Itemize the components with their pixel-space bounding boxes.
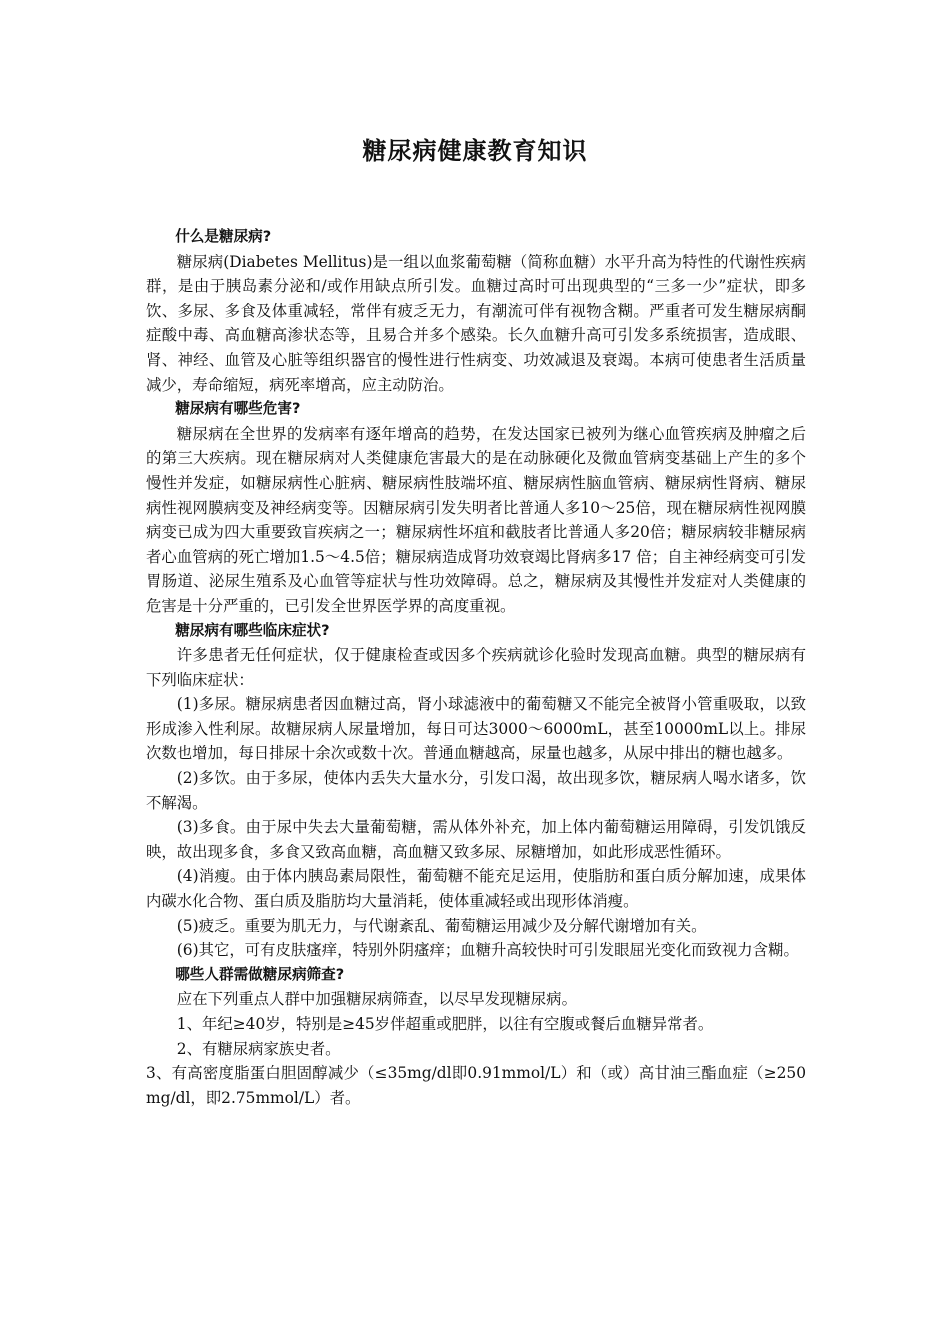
section-heading-screening: 哪些人群需做糖尿病筛查? bbox=[175, 965, 345, 983]
section-heading-what-is-diabetes: 什么是糖尿病? bbox=[175, 228, 272, 245]
paragraph: 许多患者无任何症状，仅于健康检查或因多个疾病就诊化验时发现高血糖。典型的糖尿病有下列临床症状： bbox=[146, 646, 806, 689]
paragraph: 应在下列重点人群中加强糖尿病筛查，以尽早发现糖尿病。 bbox=[176, 990, 577, 1009]
symptom-item: (1)多尿。糖尿病患者因血糖过高，肾小球滤液中的葡萄糖又不能完全被肾小管重吸取，以致形成渗入性利尿。故糖尿病人尿量增加，每日可达3000～6000mL，甚至10000mL以上。排尿次数也增加，每日排尿十余次或数十次。普通血糖越高，尿量也越多，从尿中排出的糖也越多。 bbox=[146, 695, 806, 763]
screening-item: 3、有高密度脂蛋白胆固醇减少（≤35mg/dl即0.91mmol/L）和（或）高甘油三酯血症（≥250mg/dl，即2.75mmol/L）者。 bbox=[146, 1064, 806, 1107]
symptom-item: (6)其它，可有皮肤瘙痒，特别外阴瘙痒；血糖升高较快时可引发眼屈光变化而致视力含糊。 bbox=[176, 941, 799, 960]
symptom-item: (2)多饮。由于多尿，使体内丢失大量水分，引发口渴，故出现多饮，糖尿病人喝水诸多，饮不解渴。 bbox=[146, 769, 806, 812]
screening-item: 1、年纪≥40岁，特别是≥45岁伴超重或肥胖，以往有空腹或餐后血糖异常者。 bbox=[176, 1015, 714, 1033]
paragraph: 糖尿病在全世界的发病率有逐年增高的趋势，在发达国家已被列为继心血管疾病及肿瘤之后的第三大疾病。现在糖尿病对人类健康危害最大的是在动脉硬化及微血管病变基础上产生的多个慢性并发症，如糖尿病性心脏病、糖尿病性肢端坏疽、糖尿病性脑血管病、糖尿病性肾病、糖尿病性视网膜病变及神经病变等。因糖尿病引发失明者比普通人多10～25倍，现在糖尿病性视网膜病变已成为四大重要致盲疾病之一；糖尿病性坏疽和截肢者比普通人多20倍；糖尿病较非糖尿病者心血管病的死亡增加1.5～4.5倍；糖尿病造成肾功效衰竭比肾病多17 倍；自主神经病变可引发胃肠道、泌尿生殖系及心血管等症状与性功效障碍。总之，糖尿病及其慢性并发症对人类健康的危害是十分严重的，已引发全世界医学界的高度重视。 bbox=[146, 424, 806, 615]
symptom-item: (3)多食。由于尿中失去大量葡萄糖，需从体外补充，加上体内葡萄糖运用障碍，引发饥饿反映，故出现多食，多食又致高血糖，高血糖又致多尿、尿糖增加，如此形成恶性循环。 bbox=[146, 818, 806, 861]
symptom-item: (4)消瘦。由于体内胰岛素局限性，葡萄糖不能充足运用，使脂肪和蛋白质分解加速，成果体内碳水化合物、蛋白质及脂肪均大量消耗，使体重减轻或出现形体消瘦。 bbox=[146, 867, 806, 911]
document-body bbox=[146, 225, 806, 1110]
screening-item: 2、有糖尿病家族史者。 bbox=[176, 1039, 341, 1058]
symptom-item: (5)疲乏。重要为肌无力，与代谢紊乱、葡萄糖运用减少及分解代谢增加有关。 bbox=[176, 916, 707, 935]
section-heading-harms: 糖尿病有哪些危害? bbox=[175, 400, 301, 418]
document-title: 糖尿病健康教育知识 bbox=[362, 137, 588, 165]
section-heading-symptoms: 糖尿病有哪些临床症状? bbox=[175, 621, 330, 639]
paragraph: 糖尿病(Diabetes Mellitus)是一组以血浆葡萄糖（简称血糖）水平升高为特性的代谢性疾病群，是由于胰岛素分泌和/或作用缺点所引发。血糖过高时可出现典型的“三多一少”症状，即多饮、多尿、多食及体重减轻，常伴有疲乏无力，有潮流可伴有视物含糊。严重者可发生糖尿病酮症酸中毒、高血糖高渗状态等，且易合并多个感染。长久血糖升高可引发多系统损害，造成眼、肾、神经、血管及心脏等组织器官的慢性进行性病变、功效减退及衰竭。本病可使患者生活质量减少，寿命缩短，病死率增高，应主动防治。 bbox=[146, 252, 806, 394]
